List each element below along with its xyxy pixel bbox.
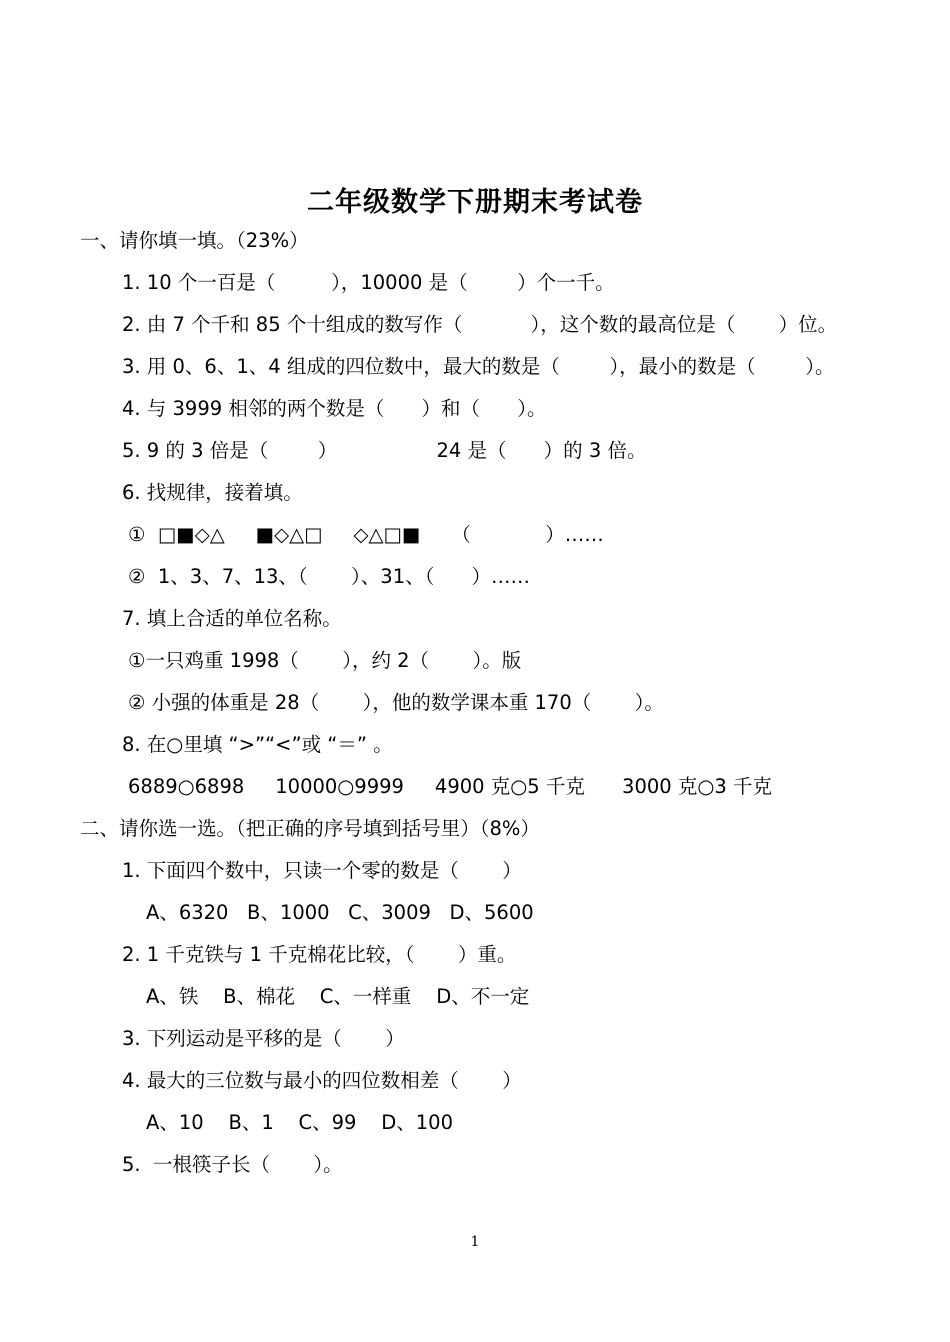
question-1-7-item-1: ①一只鸡重 1998（ ），约 2（ ）。版 (128, 649, 522, 672)
question-1-3: 3. 用 0、6、1、4 组成的四位数中，最大的数是（ ），最小的数是（ ）。 (122, 355, 835, 378)
question-2-3: 3. 下列运动是平移的是（ ） (122, 1027, 405, 1050)
question-2-2: 2. 1 千克铁与 1 千克棉花比较，（ ）重。 (122, 943, 517, 966)
section-2-heading: 二、请你选一选。（把正确的序号填到括号里）（8%） (80, 817, 540, 840)
question-1-7: 7. 填上合适的单位名称。 (122, 607, 342, 630)
question-1-7-item-2: ② 小强的体重是 28（ ），他的数学课本重 170（ ）。 (128, 691, 664, 714)
question-1-6: 6. 找规律，接着填。 (122, 481, 303, 504)
question-1-1: 1. 10 个一百是（ ），10000 是（ ）个一千。 (122, 271, 615, 294)
question-1-2: 2. 由 7 个千和 85 个十组成的数写作（ ），这个数的最高位是（ ）位。 (122, 313, 838, 336)
page-number: 1 (470, 1234, 480, 1250)
question-1-6-pattern-1: ① □■◇△ ■◇△□ ◇△□■ （ ）…… (128, 523, 604, 546)
section-1-heading: 一、请你填一填。（23%） (80, 229, 309, 252)
question-2-2-options: A、铁 B、棉花 C、一样重 D、不一定 (146, 985, 530, 1008)
question-1-4: 4. 与 3999 相邻的两个数是（ ）和（ ）。 (122, 397, 547, 420)
question-1-8: 8. 在○里填 “>”“<”或 “＝” 。 (122, 733, 393, 756)
question-2-1: 1. 下面四个数中，只读一个零的数是（ ） (122, 859, 522, 882)
question-2-1-options: A、6320 B、1000 C、3009 D、5600 (146, 901, 534, 924)
question-1-6-pattern-2: ② 1、3、7、13、（ ）、31、（ ）…… (128, 565, 531, 588)
question-1-8-items: 6889○6898 10000○9999 4900 克○5 千克 3000 克○3 千克 (128, 775, 773, 798)
question-2-5: 5. 一根筷子长（ ）。 (122, 1153, 343, 1176)
question-1-5: 5. 9 的 3 倍是（ ） 24 是（ ）的 3 倍。 (122, 439, 647, 462)
page-title: 二年级数学下册期末考试卷 (307, 187, 643, 218)
question-2-4-options: A、10 B、1 C、99 D、100 (146, 1111, 453, 1134)
question-2-4: 4. 最大的三位数与最小的四位数相差（ ） (122, 1069, 522, 1092)
